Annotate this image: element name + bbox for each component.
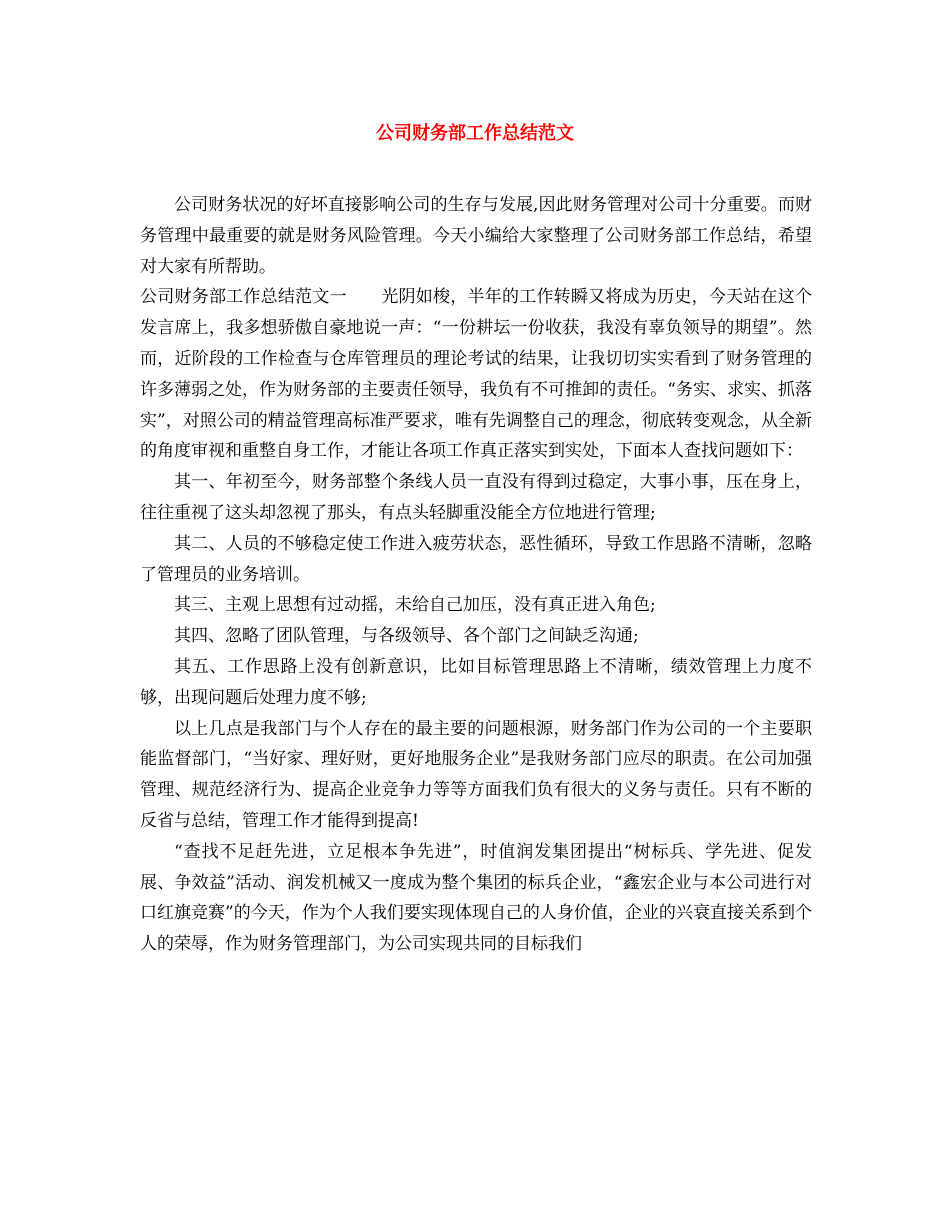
paragraph-item-three: 其三、主观上思想有过动摇，未给自己加压，没有真正进入角色; [174,595,656,616]
paragraph-campaign: “查找不足赶先进，立足根本争先进”，时值润发集团提出“树标兵、学先进、促发展、争效益”活动、润发机械又一度成为整个集团的标兵企业，“鑫宏企业与本公司进行对口红旗竞赛”的今天，作为个人我们要实现体现自己的人身价值，企业的兴衰直接关系到个人的荣辱，作为财务管理部门，为公司实现共同的目标我们 [140,841,812,955]
paragraph-intro: 公司财务状况的好坏直接影响公司的生存与发展,因此财务管理对公司十分重要。而财务管理中最重要的就是财务风险管理。今天小编给大家整理了公司财务部工作总结，希望对大家有所帮助。 [140,195,812,277]
paragraph-summary: 以上几点是我部门与个人存在的最主要的问题根源，财务部门作为公司的一个主要职能监督部门，“当好家、理好财，更好地服务企业”是我财务部门应尽的职责。在公司加强管理、规范经济行为、提高企业竞争力等等方面我们负有很大的义务与责任。只有不断的反省与总结，管理工作才能得到提高! [140,718,812,831]
document-body [140,190,812,960]
paragraph-item-one: 其一、年初至今，财务部整个条线人员一直没有得到过稳定，大事小事，压在身上，往往重视了这头却忽视了那头，有点头轻脚重没能全方位地进行管理; [140,472,812,523]
document-title: 公司财务部工作总结范文 [376,123,574,144]
paragraph-item-five: 其五、工作思路上没有创新意识，比如目标管理思路上不清晰，绩效管理上力度不够，出现问题后处理力度不够; [140,656,812,708]
paragraph-item-two: 其二、人员的不够稳定使工作进入疲劳状态，恶性循环，导致工作思路不清晰，忽略了管理员的业务培训。 [140,533,812,585]
paragraph-item-four: 其四、忽略了团队管理，与各级领导、各个部门之间缺乏沟通; [174,626,639,647]
paragraph-sample-one: 公司财务部工作总结范文一 光阴如梭，半年的工作转瞬又将成为历史，今天站在这个发言席上，我多想骄傲自豪地说一声：“一份耕坛一份收获，我没有辜负领导的期望”。然而，近阶段的工作检查与仓库管理员的理论考试的结果，让我切切实实看到了财务管理的许多薄弱之处，作为财务部的主要责任领导，我负有不可推卸的责任。“务实、求实、抓落实”，对照公司的精益管理高标准严要求，唯有先调整自己的理念，彻底转变观念，从全新的角度审视和重整自身工作，才能让各项工作真正落实到实处，下面本人查找问题如下： [140,287,812,462]
